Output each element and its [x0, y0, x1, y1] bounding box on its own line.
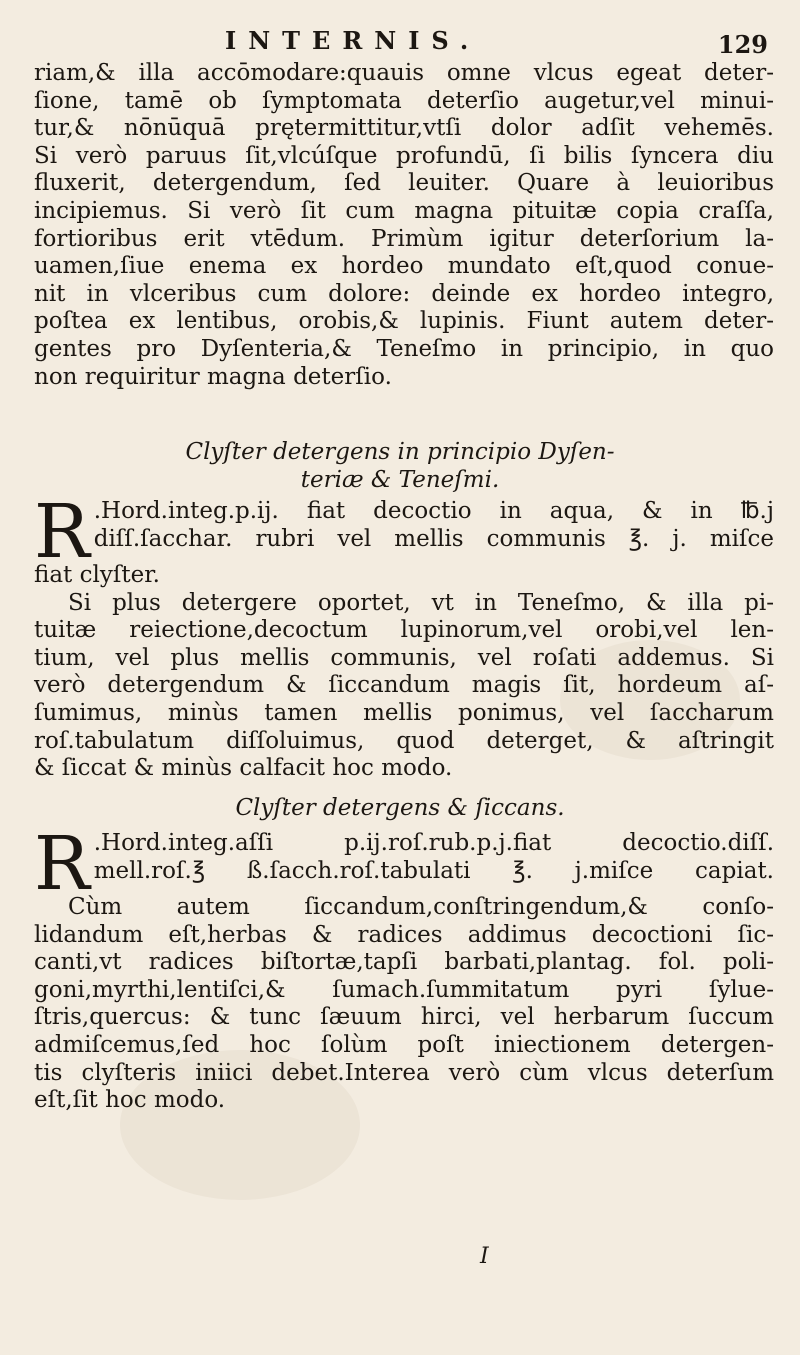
text-line: .Hord.integ.p.ij. fiat decoctio in aqua, & in ℔.j: [93, 498, 774, 524]
text-line: Si verò paruus ſit,vlcúſque profundū, ſi bilis ſyncera diu: [34, 142, 774, 169]
section-heading-2: Clyſter detergens & ſiccans.: [235, 795, 565, 821]
running-head: INTERNIS.: [225, 26, 481, 55]
text-line: diſſ.ſacchar. rubri vel mellis communis ℥. j. miſce: [93, 525, 774, 552]
text-line: fiat clyſter.: [34, 562, 160, 588]
text-line: ſione, tamē ob ſymptomata deterſio augetur,vel minui-: [34, 87, 774, 114]
text-line: roſ.tabulatum diſſoluimus, quod deterget, & aſtringit: [34, 727, 774, 754]
recipe-2: [34, 821, 774, 1115]
text-line: poſtea ex lentibus, orobis,& lupinis. Fiunt autem deter-: [34, 308, 774, 335]
text-line: incipiemus. Si verò ſit cum magna pituitæ copia craſſa,: [34, 197, 774, 224]
page-number: 129: [717, 30, 768, 59]
text-line: ſumimus, minùs tamen mellis ponimus, vel ſaccharum: [34, 699, 774, 726]
text-line: goni,myrthi,lentiſci,& ſumach.ſummitatum pyri ſylue-: [34, 976, 774, 1003]
heading-line: Clyſter detergens in principio Dyſen-: [185, 439, 615, 465]
text-line: .Hord.integ.aſſi p.ij.roſ.rub.p.j.fiat decoctio.diſſ.: [93, 830, 774, 856]
recipe-dropcap: R: [34, 489, 90, 575]
text-line: & ſiccat & minùs calfacit hoc modo.: [34, 755, 453, 782]
text-line: uamen,ſiue enema ex hordeo mundato eſt,quod conue-: [34, 253, 774, 280]
text-line: non requiritur magna deterſio.: [34, 363, 392, 390]
text-line: tuitæ reiectione,decoctum lupinorum,vel orobi,vel len-: [34, 617, 774, 644]
heading-line: teriæ & Teneſmi.: [300, 467, 500, 493]
text-line: mell.roſ.℥ ß.ſacch.roſ.tabulati ℥. j.miſce capiat.: [93, 857, 774, 884]
text-line: canti,vt radices biſtortæ,tapſi barbati,plantag. fol. poli-: [34, 949, 774, 976]
text-line: fortioribus erit vtēdum. Primùm igitur deterſorium la-: [34, 225, 774, 252]
text-line: admiſcemus,ſed hoc ſolùm poſt iniectionem detergen-: [34, 1031, 774, 1058]
text-line: riam,& illa accōmodare:quauis omne vlcus egeat deter-: [34, 60, 774, 86]
text-line: tium, vel plus mellis communis, vel roſati addemus. Si: [34, 644, 774, 671]
text-line: ſtris,quercus: & tunc ſæuum hirci, vel herbarum ſuccum: [34, 1004, 774, 1031]
recipe-1: [34, 489, 774, 783]
text-line: eſt,ſit hoc modo.: [34, 1087, 226, 1114]
text-line: verò detergendum & ſiccandum magis ſit, hordeum aſ-: [34, 672, 774, 699]
paragraph-1: [34, 60, 774, 391]
catchword: I: [480, 1244, 489, 1269]
text-line: nit in vlceribus cum dolore: deinde ex hordeo integro,: [34, 280, 774, 307]
text-line: tur,& nōnūquā prętermittitur,vtſi dolor adſit vehemēs.: [34, 115, 774, 142]
text-line: tis clyſteris iniici debet.Interea verò cùm vlcus deterſum: [34, 1059, 774, 1086]
text-line: lidandum eſt,herbas & radices addimus decoctioni ſic-: [34, 921, 774, 948]
text-line: fluxerit, detergendum, ſed leuiter. Quare à leuioribus: [34, 170, 774, 197]
text-line: Cùm autem ſiccandum,conſtringendum,& conſo-: [68, 894, 774, 920]
text-line: gentes pro Dyſenteria,& Teneſmo in principio, in quo: [34, 335, 774, 362]
section-heading-1: [0, 438, 800, 494]
recipe-dropcap: R: [34, 821, 90, 907]
text-line: Si plus detergere oportet, vt in Teneſmo, & illa pi-: [68, 589, 774, 616]
